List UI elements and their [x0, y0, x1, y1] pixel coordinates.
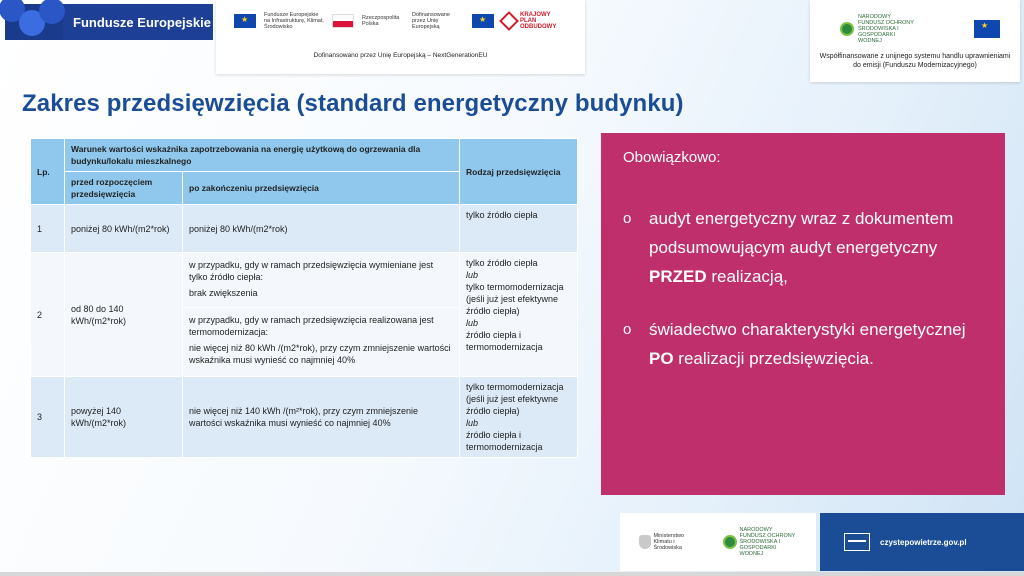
- after-case-heat-source: [183, 253, 459, 307]
- item-text: realizacją,: [706, 267, 788, 286]
- nfos-logo-icon: [840, 22, 854, 36]
- bottom-divider: [0, 572, 1024, 576]
- cell-lp: 1: [31, 205, 65, 253]
- cell-type: [460, 253, 578, 377]
- ministry-logo-text: Fundusze Europejskie na Infrastrukturę, Klimat, Środowisko: [264, 12, 324, 30]
- footer-logos: [620, 513, 816, 571]
- header-type: Rodzaj przedsięwzięcia: [460, 139, 578, 205]
- cell-after: [183, 253, 460, 377]
- type-option: źródło ciepła i termomodernizacja: [466, 430, 543, 452]
- eagle-icon: [639, 535, 651, 549]
- funding-logo-row: [234, 12, 556, 30]
- funding-caption: Dofinansowano przez Unię Europejską – NextGenerationEU: [313, 52, 488, 59]
- cell-after: poniżej 80 kWh/(m2*rok): [183, 205, 460, 253]
- item-text: świadectwo charakterystyki energetycznej: [649, 320, 966, 339]
- panel-heading: Obowiązkowo:: [623, 149, 721, 166]
- czyste-powietrze-banner[interactable]: [820, 513, 1024, 571]
- nfos-footer-text: NARODOWY FUNDUSZ OCHRONY ŚRODOWISKA I GOSPODARKI WODNEJ: [739, 527, 796, 557]
- cell-type: [460, 377, 578, 458]
- nfos-logo-row: [840, 14, 1000, 44]
- bullet-icon: o: [623, 321, 632, 338]
- header-lp: Lp.: [31, 139, 65, 205]
- kpo-logo: [502, 12, 556, 30]
- ministry-logo: [639, 533, 702, 551]
- list-item: [623, 315, 983, 373]
- bullet-icon: o: [623, 210, 632, 227]
- nfos-logo-box: [810, 0, 1020, 82]
- requirements-panel: [601, 133, 1005, 495]
- eu-flag-icon: [974, 20, 1000, 38]
- page-title: Zakres przedsięwzięcia (standard energetyczny budynku): [22, 90, 684, 117]
- item-emphasis: PRZED: [649, 267, 707, 286]
- item-emphasis: PO: [649, 349, 674, 368]
- type-or: lub: [466, 318, 479, 328]
- after-case-intro: w przypadku, gdy w ramach przedsięwzięcia wymieniane jest tylko źródło ciepła:: [189, 260, 434, 282]
- poland-flag-icon: [332, 14, 354, 28]
- fe-logo-icon: [234, 14, 256, 28]
- after-case-value: brak zwiększenia: [189, 288, 258, 298]
- nfos-logo-text: NARODOWY FUNDUSZ OCHRONY ŚRODOWISKA I GOSPODARKI WODNEJ: [858, 14, 914, 44]
- cell-before: poniżej 80 kWh/(m2*rok): [65, 205, 183, 253]
- kpo-icon: [499, 11, 519, 31]
- cell-lp: 2: [31, 253, 65, 377]
- site-link[interactable]: czystepowietrze.gov.pl: [880, 537, 967, 547]
- header-before: przed rozpoczęciem przedsięwzięcia: [65, 172, 183, 205]
- table-row: [31, 205, 578, 253]
- funding-logos-box: [216, 0, 585, 74]
- type-or: lub: [466, 270, 479, 280]
- after-case-intro: w przypadku, gdy w ramach przedsięwzięcia realizowana jest termomodernizacja:: [189, 315, 434, 337]
- table-row: [31, 253, 578, 377]
- item-text: realizacji przedsięwzięcia.: [673, 349, 874, 368]
- cell-before: powyżej 140 kWh/(m2*rok): [65, 377, 183, 458]
- fundusze-europejskie-banner: [5, 4, 213, 40]
- item-text: audyt energetyczny wraz z dokumentem podsumowującym audyt energetyczny: [649, 209, 954, 257]
- header-after: po zakończeniu przedsięwzięcia: [183, 172, 460, 205]
- nfos-footer-logo: [723, 527, 798, 557]
- type-option: źródło ciepła i termomodernizacja: [466, 330, 543, 352]
- header-condition: Warunek wartości wskaźnika zapotrzebowania na energię użytkową do ogrzewania dla budynku/lokalu mieszkalnego: [65, 139, 460, 172]
- nfos-logo-icon: [723, 535, 737, 549]
- after-case-thermo: [183, 307, 459, 376]
- table-row: [31, 377, 578, 458]
- nfos-caption: Współfinansowane z unijnego systemu handlu uprawnieniami do emisji (Funduszu Modernizacyjnego): [819, 53, 1011, 69]
- list-item: [623, 204, 983, 291]
- energy-standard-table: [30, 138, 578, 458]
- ministry-text: Ministerstwo Klimatu i Środowiska: [653, 533, 685, 551]
- cell-after: nie więcej niż 140 kWh /(m²*rok), przy czym zmniejszenie wartości wskaźnika musi wynieść co najmniej 40%: [183, 377, 460, 458]
- eu-flag-icon: [472, 14, 494, 28]
- rp-logo-text: Rzeczpospolita Polska: [362, 15, 400, 27]
- cell-type: tylko źródło ciepła: [460, 205, 578, 253]
- cell-lp: 3: [31, 377, 65, 458]
- nfos-logo: [840, 14, 914, 44]
- eu-stars-logo-icon: [5, 4, 63, 40]
- eu-logo-text: Dofinansowane przez Unię Europejską: [412, 12, 450, 30]
- requirements-list: [623, 204, 983, 373]
- after-case-value: nie więcej niż 80 kWh /(m2*rok), przy czym zmniejszenie wartości wskaźnika musi wynieść co najmniej 40%: [189, 343, 451, 365]
- type-option: tylko termomodernizacja (jeśli już jest efektywne źródło ciepła): [466, 382, 564, 416]
- type-option: tylko termomodernizacja (jeśli już jest efektywne źródło ciepła): [466, 282, 564, 316]
- type-option: tylko źródło ciepła: [466, 258, 538, 268]
- fundusze-europejskie-label: Fundusze Europejskie: [73, 14, 211, 30]
- kpo-logo-text: KRAJOWY PLAN ODBUDOWY: [520, 12, 557, 30]
- czyste-powietrze-logo-icon: [844, 533, 870, 551]
- type-or: lub: [466, 418, 479, 428]
- cell-before: od 80 do 140 kWh/(m2*rok): [65, 253, 183, 377]
